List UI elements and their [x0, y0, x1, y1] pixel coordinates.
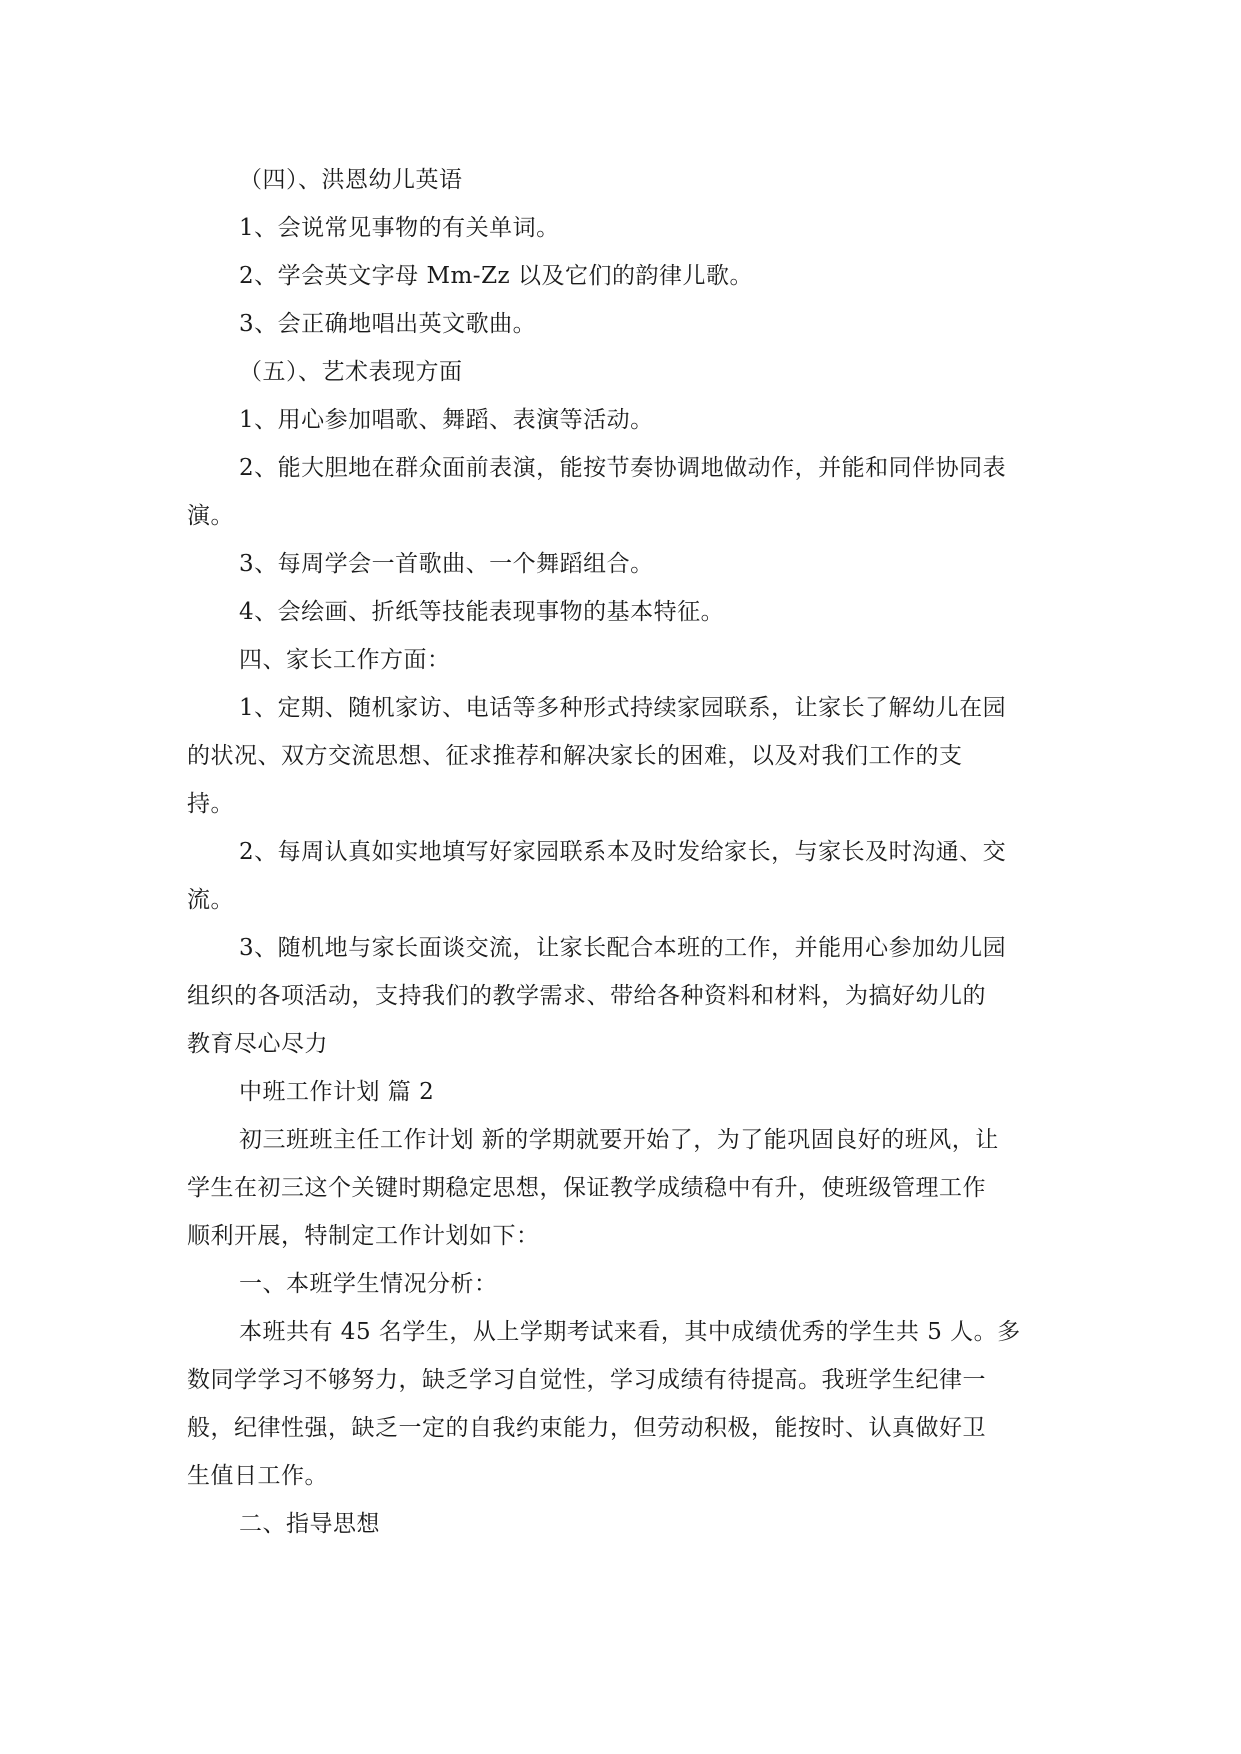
text-line: 1、会说常见事物的有关单词。: [239, 215, 560, 241]
text-line: 顺利开展，特制定工作计划如下：: [187, 1223, 540, 1249]
text-line: 1、定期、随机家访、电话等多种形式持续家园联系，让家长了解幼儿在园: [239, 695, 1007, 721]
paragraph-intro: [187, 1116, 1057, 1260]
text-line: （四）、洪恩幼儿英语: [239, 167, 463, 193]
paragraph-heading-parents: [187, 636, 1057, 684]
paragraph-item: [187, 540, 1057, 588]
paragraph-heading-english: [187, 156, 1057, 204]
paragraph-item: [187, 684, 1057, 828]
text-line: 本班共有 45 名学生，从上学期考试来看，其中成绩优秀的学生共 5 人。多: [239, 1319, 1021, 1345]
text-line: 2、学会英文字母 Mm-Zz 以及它们的韵律儿歌。: [239, 263, 753, 289]
paragraph-heading-art: [187, 348, 1057, 396]
paragraph-item: [187, 444, 1057, 540]
document-body: [187, 156, 1057, 1548]
paragraph-item: [187, 828, 1057, 924]
text-line: 的状况、双方交流思想、征求推荐和解决家长的困难，以及对我们工作的支: [187, 743, 963, 769]
text-line: 流。: [187, 887, 234, 913]
text-line: 2、能大胆地在群众面前表演，能按节奏协调地做动作，并能和同伴协同表: [239, 455, 1007, 481]
text-line: 四、家长工作方面：: [239, 647, 451, 673]
text-line: 数同学学习不够努力，缺乏学习自觉性，学习成绩有待提高。我班学生纪律一: [187, 1367, 986, 1393]
text-line: 教育尽心尽力: [187, 1031, 328, 1057]
text-line: 演。: [187, 503, 234, 529]
paragraph-item: [187, 252, 1057, 300]
section-title: [187, 1068, 1057, 1116]
paragraph-analysis: [187, 1308, 1057, 1500]
text-line: 4、会绘画、折纸等技能表现事物的基本特征。: [239, 599, 725, 625]
text-line: 二、指导思想: [239, 1511, 380, 1537]
paragraph-item: [187, 300, 1057, 348]
text-line: 学生在初三这个关键时期稳定思想，保证教学成绩稳中有升，使班级管理工作: [187, 1175, 986, 1201]
paragraph-heading-guidance: [187, 1500, 1057, 1548]
text-line: 中班工作计划 篇 2: [239, 1079, 435, 1105]
text-line: （五）、艺术表现方面: [239, 359, 463, 385]
text-line: 一、本班学生情况分析：: [239, 1271, 498, 1297]
text-line: 组织的各项活动，支持我们的教学需求、带给各种资料和材料，为搞好幼儿的: [187, 983, 986, 1009]
text-line: 初三班班主任工作计划 新的学期就要开始了，为了能巩固良好的班风，让: [239, 1127, 999, 1153]
paragraph-item: [187, 924, 1057, 1068]
text-line: 3、每周学会一首歌曲、一个舞蹈组合。: [239, 551, 654, 577]
paragraph-item: [187, 588, 1057, 636]
text-line: 3、随机地与家长面谈交流，让家长配合本班的工作，并能用心参加幼儿园: [239, 935, 1007, 961]
text-line: 1、用心参加唱歌、舞蹈、表演等活动。: [239, 407, 654, 433]
text-line: 生值日工作。: [187, 1463, 328, 1489]
paragraph-heading-analysis: [187, 1260, 1057, 1308]
paragraph-item: [187, 204, 1057, 252]
paragraph-item: [187, 396, 1057, 444]
text-line: 般，纪律性强，缺乏一定的自我约束能力，但劳动积极，能按时、认真做好卫: [187, 1415, 986, 1441]
text-line: 持。: [187, 791, 234, 817]
text-line: 2、每周认真如实地填写好家园联系本及时发给家长，与家长及时沟通、交: [239, 839, 1007, 865]
text-line: 3、会正确地唱出英文歌曲。: [239, 311, 537, 337]
